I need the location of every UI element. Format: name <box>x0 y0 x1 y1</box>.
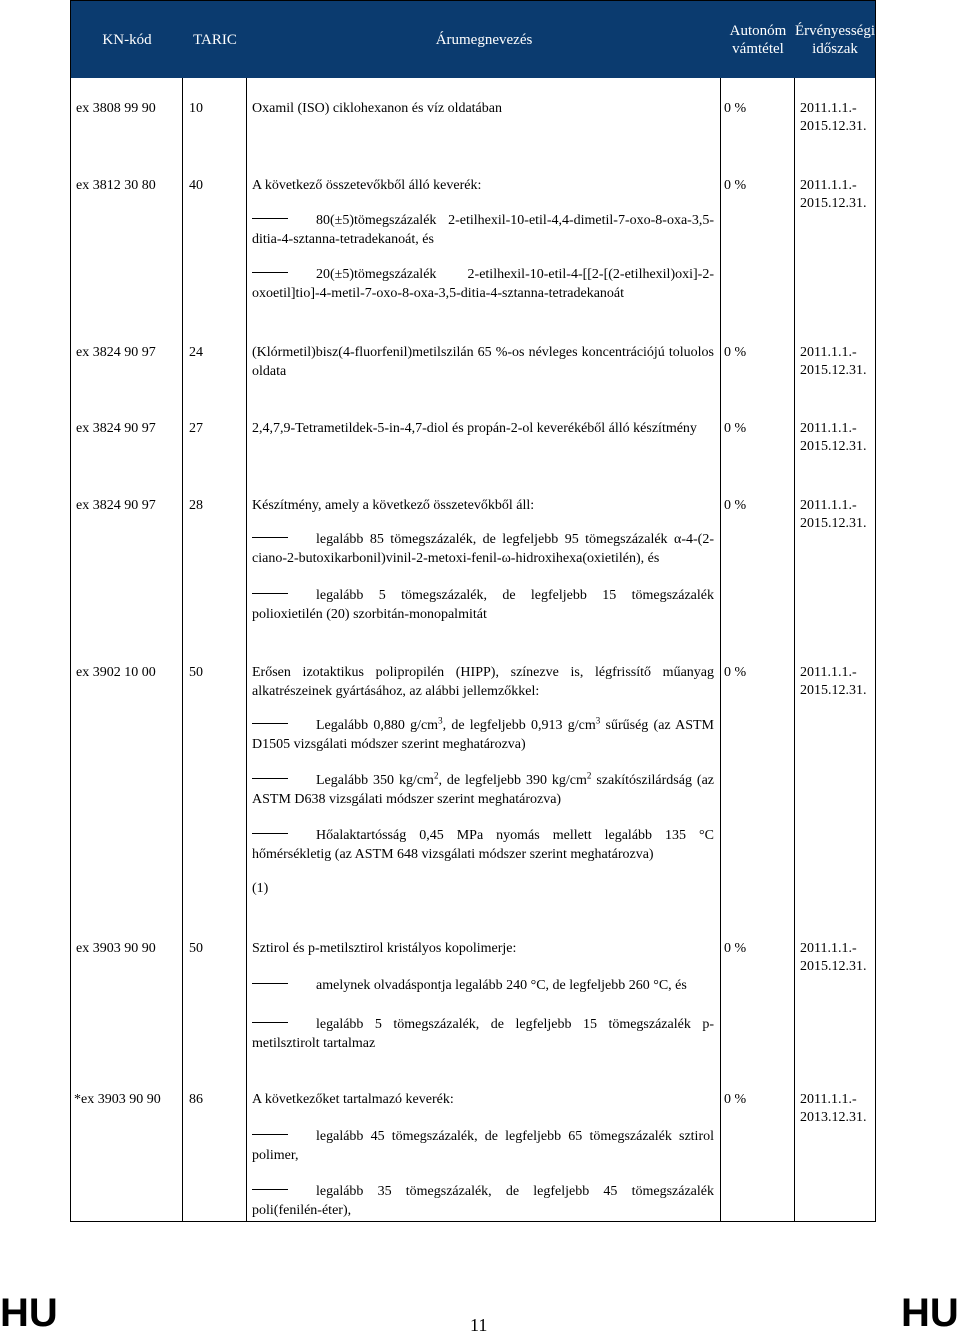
table-header <box>71 1 875 78</box>
dash-icon <box>252 1134 288 1135</box>
list-item: Legalább 0,880 $g/cm^3$, de legfeljebb 0,913 $g/cm^3$ sűrűség (az ASTM D1505 vizsgálati módszer szerint meghatározva) <box>252 715 714 752</box>
taric-code: 86 <box>189 1092 203 1107</box>
period-end: 2013.12.31. <box>800 1110 867 1125</box>
dash-icon <box>252 983 288 984</box>
dash-icon <box>252 778 288 779</box>
period-start: 2011.1.1.- <box>800 101 857 116</box>
header-period: Érvényességi időszak <box>795 22 875 57</box>
period-end: 2015.12.31. <box>800 516 867 531</box>
kn-code: ex 3824 90 97 <box>76 498 156 513</box>
taric-code: 24 <box>189 345 203 360</box>
taric-code: 40 <box>189 178 203 193</box>
header-description: Árumegnevezés <box>435 31 533 48</box>
taric-code: 50 <box>189 665 203 680</box>
kn-code: *ex 3903 90 90 <box>74 1092 161 1107</box>
list-item: legalább 5 tömegszázalék, de legfeljebb 15 tömegszázalék polioxietilén (20) szorbitán-monopalmitát <box>252 588 714 622</box>
duty-rate: 0 % <box>724 941 747 956</box>
list-item: Hőalaktartósság 0,45 MPa nyomás mellett legalább 135 °C hőmérsékletig (az ASTM 648 vizsgálati módszer szerint meghatározva) <box>252 828 714 862</box>
dash-icon <box>252 272 288 273</box>
description: A következőket tartalmazó keverék: <box>252 1092 454 1107</box>
period-end: 2015.12.31. <box>800 439 867 454</box>
description: Sztirol és p-metilsztirol kristályos kopolimerje: <box>252 941 517 956</box>
period-start: 2011.1.1.- <box>800 941 857 956</box>
description: Erősen izotaktikus polipropilén (HIPP), színezve is, légfrissítő műanyag alkatrészeinek gyártásához, az alábbi jellemzőkkel: <box>252 665 714 699</box>
list-item: legalább 45 tömegszázalék, de legfeljebb 65 tömegszázalék sztirol polimer, <box>252 1129 714 1163</box>
duty-rate: 0 % <box>724 178 747 193</box>
period-start: 2011.1.1.- <box>800 345 857 360</box>
period-end: 2015.12.31. <box>800 363 867 378</box>
kn-code: ex 3824 90 97 <box>76 345 156 360</box>
duty-rate: 0 % <box>724 421 747 436</box>
period-start: 2011.1.1.- <box>800 498 857 513</box>
taric-code: 50 <box>189 941 203 956</box>
header-rate: Autonóm vámtétel <box>729 22 787 57</box>
period-start: 2011.1.1.- <box>800 421 857 436</box>
dash-icon <box>252 723 288 724</box>
period-end: 2015.12.31. <box>800 119 867 134</box>
list-item: legalább 35 tömegszázalék, de legfeljebb 45 tömegszázalék poli(fenilén-éter), <box>252 1184 714 1218</box>
description: Oxamil (ISO) ciklohexanon és víz oldatában <box>252 101 502 116</box>
kn-code: ex 3902 10 00 <box>76 665 156 680</box>
dash-icon <box>252 833 288 834</box>
footer-language-left: HU <box>0 1291 58 1335</box>
period-start: 2011.1.1.- <box>800 665 857 680</box>
duty-rate: 0 % <box>724 345 747 360</box>
column-divider <box>246 78 247 1221</box>
list-item: legalább 85 tömegszázalék, de legfeljebb 95 tömegszázalék α-4-(2-ciano-2-butoxikarbonil)vinil-2-metoxi-fenil-ω-hidroxihexa(oxietilén), és <box>252 532 714 566</box>
taric-code: 27 <box>189 421 203 436</box>
period-start: 2011.1.1.- <box>800 1092 857 1107</box>
period-end: 2015.12.31. <box>800 959 867 974</box>
kn-code: ex 3903 90 90 <box>76 941 156 956</box>
column-divider <box>720 78 721 1221</box>
dash-icon <box>252 593 288 594</box>
period-end: 2015.12.31. <box>800 683 867 698</box>
column-divider <box>182 78 183 1221</box>
column-divider <box>794 78 795 1221</box>
taric-code: 10 <box>189 101 203 116</box>
description: (Klórmetil)bisz(4-fluorfenil)metilszilán 65 %-os névleges koncentrációjú toluolos oldata <box>252 345 714 379</box>
description: 2,4,7,9-Tetrametildek-5-in-4,7-diol és propán-2-ol keverékéből álló készítmény <box>252 421 697 436</box>
kn-code: ex 3808 99 90 <box>76 101 156 116</box>
dash-icon <box>252 537 288 538</box>
header-taric: TARIC <box>193 31 237 48</box>
list-item: 80(±5)tömegszázalék 2-etilhexil-10-etil-4,4-dimetil-7-oxo-8-oxa-3,5-ditia-4-sztanna-tetradekanoát, és <box>252 213 714 247</box>
list-item: legalább 5 tömegszázalék, de legfeljebb 15 tömegszázalék p-metilsztirolt tartalmaz <box>252 1017 714 1051</box>
taric-code: 28 <box>189 498 203 513</box>
duty-rate: 0 % <box>724 498 747 513</box>
list-item: amelynek olvadáspontja legalább 240 °C, de legfeljebb 260 °C, és <box>252 976 714 995</box>
duty-rate: 0 % <box>724 1092 747 1107</box>
dash-icon <box>252 218 288 219</box>
dash-icon <box>252 1022 288 1023</box>
page-number: 11 <box>470 1315 488 1335</box>
description: A következő összetevőkből álló keverék: <box>252 178 482 193</box>
period-start: 2011.1.1.- <box>800 178 857 193</box>
footer-language-right: HU <box>901 1291 959 1335</box>
dash-icon <box>252 1189 288 1190</box>
list-item: Legalább 350 $kg/cm^2$, de legfeljebb 390 $kg/cm^2$ szakítószilárdság (az ASTM D638 vizsgálati módszer szerint meghatározva) <box>252 770 714 807</box>
duty-rate: 0 % <box>724 665 747 680</box>
list-item: 20(±5)tömegszázalék 2-etilhexil-10-etil-4-[[2-[(2-etilhexil)oxi]-2-oxoetil]tio]-4-metil-7-oxo-8-oxa-3,5-ditia-4-sztanna-tetradekanoát <box>252 267 714 301</box>
header-kn: KN-kód <box>102 31 152 48</box>
footnote-ref: (1) <box>252 881 269 896</box>
description: Készítmény, amely a következő összetevőkből áll: <box>252 498 535 513</box>
kn-code: ex 3824 90 97 <box>76 421 156 436</box>
duty-rate: 0 % <box>724 101 747 116</box>
kn-code: ex 3812 30 80 <box>76 178 156 193</box>
period-end: 2015.12.31. <box>800 196 867 211</box>
